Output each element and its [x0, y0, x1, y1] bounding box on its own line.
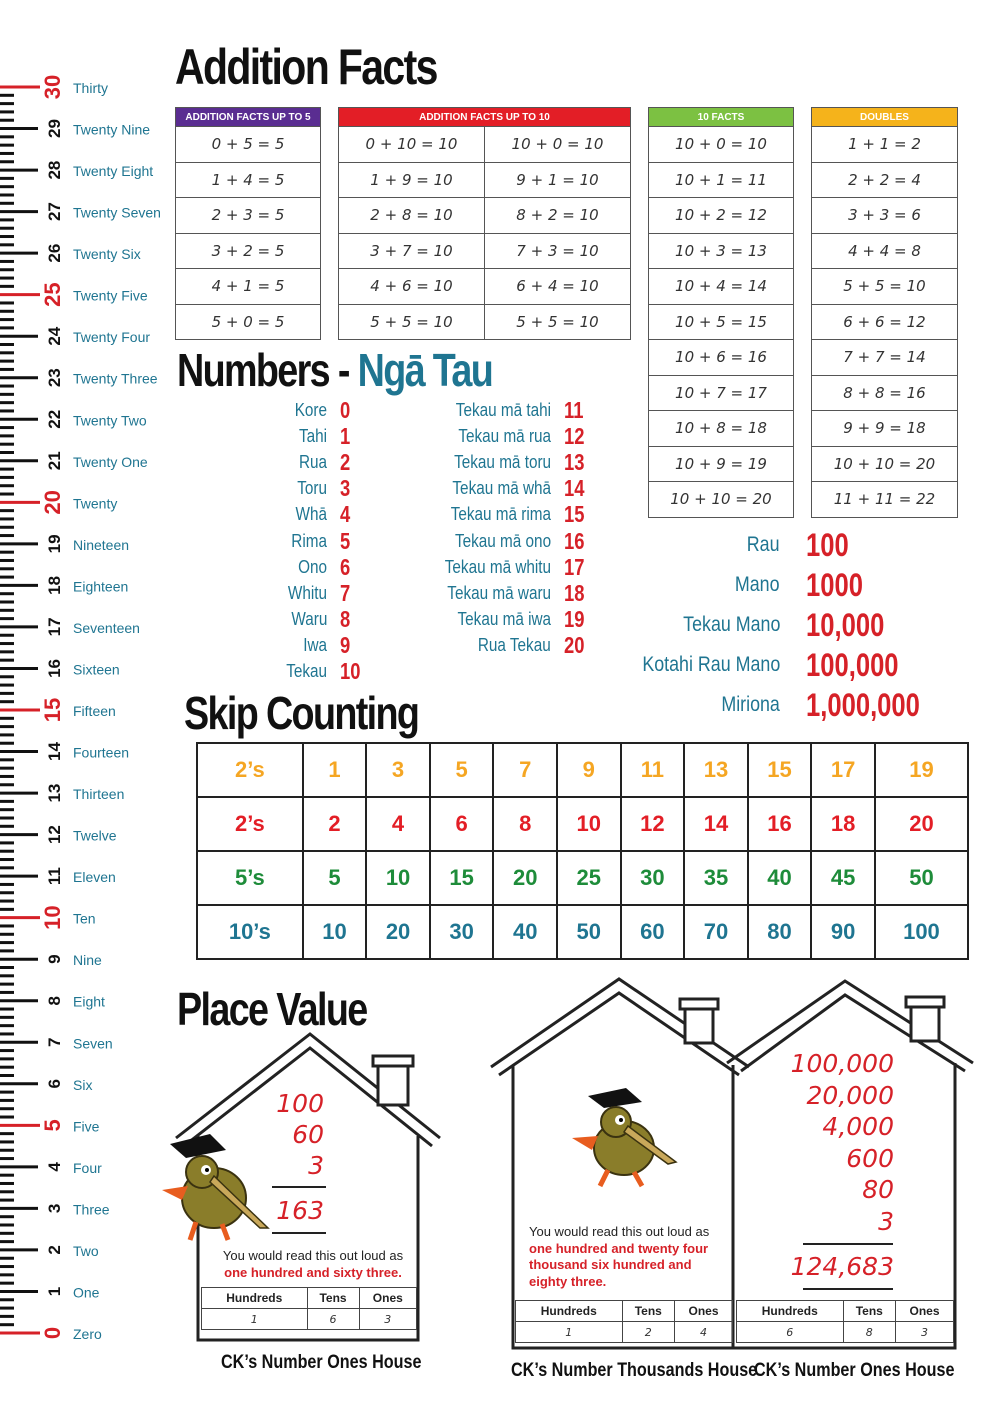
skip-value: 16: [748, 797, 812, 851]
number-digit: 20: [564, 631, 585, 658]
fact-cell: 2 + 3 = 5: [176, 198, 321, 234]
table-header: ADDITION FACTS UP TO 10: [339, 108, 631, 127]
ruler-word: Twenty Five: [73, 287, 148, 304]
addend: 4,000: [822, 1112, 894, 1141]
addend: 60: [292, 1120, 324, 1149]
skip-value: 19: [875, 743, 968, 797]
fact-cell: 10 + 2 = 12: [649, 198, 794, 234]
ruler-number: 21: [45, 451, 64, 471]
ruler-number: 11: [45, 867, 64, 886]
ruler-number: 9: [45, 954, 64, 964]
number-digit: 13: [564, 449, 585, 476]
maori-number-word: Mano: [735, 573, 780, 596]
numbers-title-english: Numbers -: [177, 344, 349, 396]
ruler-word: Twenty: [73, 495, 118, 512]
skip-value: 5: [303, 851, 367, 905]
ruler-word: Twenty Seven: [73, 204, 161, 221]
ruler-number: 1: [45, 1286, 64, 1297]
fact-cell: 10 + 10 = 20: [649, 482, 794, 518]
skip-value: 40: [493, 905, 557, 959]
number-digit: 15: [564, 501, 585, 528]
maori-number-word: Ono: [298, 556, 327, 577]
fact-cell: 2 + 8 = 10: [339, 198, 485, 234]
number-digit: 6: [340, 553, 351, 580]
maori-number-word: Iwa: [303, 634, 327, 655]
ruler-number: 3: [45, 1203, 64, 1214]
fact-cell: 7 + 3 = 10: [485, 233, 631, 269]
fact-cell: 10 + 7 = 17: [649, 375, 794, 411]
maori-number-word: Tekau mā whā: [452, 478, 551, 499]
number-digit: 3: [340, 475, 351, 502]
ruler-word: Eighteen: [73, 578, 129, 595]
ruler-word: Six: [73, 1076, 93, 1093]
fact-cell: 2 + 2 = 4: [812, 162, 958, 198]
maori-number-word: Whā: [295, 504, 327, 525]
ruler-word: Five: [73, 1118, 100, 1135]
ruler-word: Sixteen: [73, 661, 120, 678]
ruler-word: Thirteen: [73, 786, 125, 803]
ones-house-caption: CK’s Number Ones House: [221, 1352, 422, 1373]
maori-number-word: Tekau mā waru: [447, 582, 551, 603]
number-digit: 100,000: [806, 647, 899, 683]
fact-cell: 9 + 1 = 10: [485, 162, 631, 198]
ruler-number: 5: [40, 1119, 65, 1132]
fact-cell: 10 + 5 = 15: [649, 304, 794, 340]
ruler-word: Twenty Six: [73, 246, 141, 263]
sum-line: [803, 1288, 893, 1290]
fact-cell: 5 + 5 = 10: [812, 269, 958, 305]
maori-number-word: Tekau mā rua: [458, 426, 551, 447]
skip-value: 10: [366, 851, 430, 905]
ruler-word: Eight: [73, 993, 105, 1010]
ruler-number: 6: [45, 1079, 64, 1089]
thousands-house-reading: You would read this out loud as one hundred and twenty four thousand six hundred and eighty three.: [529, 1224, 710, 1289]
skip-value: 15: [430, 851, 494, 905]
maori-number-word: Tahi: [298, 426, 327, 447]
addend: 20,000: [806, 1080, 894, 1110]
skip-value: 15: [748, 743, 812, 797]
ruler-word: Twenty Two: [73, 412, 147, 429]
addition-facts-up-to-5-table: [175, 107, 321, 340]
ruler-number: 23: [45, 368, 64, 388]
kiwi-graduate-icon: [568, 1082, 678, 1190]
ruler-number: 17: [45, 617, 64, 637]
ruler-word: One: [73, 1284, 100, 1301]
ruler-number: 13: [45, 783, 64, 803]
skip-value: 6: [430, 797, 494, 851]
ruler-word: Eleven: [73, 869, 116, 886]
fact-cell: 9 + 9 = 18: [812, 411, 958, 447]
fact-cell: 1 + 1 = 2: [812, 127, 958, 163]
addend: 100: [276, 1089, 324, 1118]
fact-cell: 10 + 4 = 14: [649, 269, 794, 305]
number-digit: 10: [340, 658, 361, 684]
fact-cell: 8 + 2 = 10: [485, 198, 631, 234]
number-digit: 11: [564, 397, 584, 423]
ones-house-2-addends: [790, 1048, 894, 1237]
ruler-number: 16: [45, 659, 64, 678]
numbers-title-maori: Ngā Tau: [357, 344, 493, 396]
maori-number-word: Miriona: [721, 693, 780, 716]
ones-house-addends: [250, 1088, 324, 1181]
skip-value: 14: [684, 797, 748, 851]
ruler-word: Fifteen: [73, 703, 116, 719]
ruler-number: 12: [45, 825, 64, 845]
number-digit: 0: [340, 397, 351, 423]
number-digit: 19: [564, 605, 585, 632]
number-digit: 8: [340, 605, 351, 632]
skip-value: 4: [366, 797, 430, 851]
skip-value: 80: [748, 905, 812, 959]
fact-cell: 5 + 5 = 10: [485, 304, 631, 340]
ruler-number: 19: [45, 534, 64, 554]
skip-counting-table: [196, 742, 969, 960]
fact-cell: 7 + 7 = 14: [812, 340, 958, 376]
fact-cell: 0 + 10 = 10: [339, 127, 485, 163]
ruler-number: 14: [45, 742, 64, 761]
ones-house-place-table: Hundreds Tens Ones 1 6 3: [201, 1287, 417, 1330]
ruler-word: Twenty Nine: [73, 121, 151, 138]
doubles-table: [811, 107, 958, 518]
number-digit: 17: [564, 553, 585, 580]
skip-value: 60: [621, 905, 685, 959]
skip-value: 3: [366, 743, 430, 797]
fact-cell: 1 + 9 = 10: [339, 162, 485, 198]
maori-number-word: Tekau mā ono: [454, 530, 551, 551]
skip-value: 70: [684, 905, 748, 959]
skip-value: 45: [811, 851, 875, 905]
maori-number-word: Tekau Mano: [682, 613, 780, 636]
numbers-title: [177, 343, 492, 397]
fact-cell: 8 + 8 = 16: [812, 375, 958, 411]
skip-value: 8: [493, 797, 557, 851]
maori-number-word: Kotahi Rau Mano: [642, 653, 780, 676]
fact-cell: 4 + 6 = 10: [339, 269, 485, 305]
ruler-word: Twelve: [73, 827, 117, 844]
ruler-number: 25: [40, 282, 65, 307]
number-digit: 14: [564, 475, 585, 502]
skip-row-label: 10’s: [197, 905, 303, 959]
ruler-word: Thirty: [73, 80, 108, 96]
addend: 600: [846, 1143, 894, 1173]
fact-cell: 10 + 3 = 13: [649, 233, 794, 269]
skip-value: 17: [811, 743, 875, 797]
ruler-word: Seven: [73, 1035, 113, 1052]
fact-cell: 5 + 5 = 10: [339, 304, 485, 340]
ruler-number: 10: [40, 905, 65, 930]
skip-row-label: 2’s: [197, 797, 303, 851]
ruler-number: 26: [45, 243, 64, 263]
skip-value: 100: [875, 905, 968, 959]
addition-facts-title: Addition Facts: [175, 39, 437, 95]
ruler-word: Ten: [73, 910, 96, 927]
maori-number-word: Tekau: [286, 661, 327, 681]
ruler-word: Fourteen: [73, 744, 130, 761]
skip-value: 20: [875, 797, 968, 851]
skip-value: 10: [303, 905, 367, 959]
skip-value: 10: [557, 797, 621, 851]
number-digit: 10,000: [806, 607, 885, 643]
fact-cell: 6 + 4 = 10: [485, 269, 631, 305]
fact-cell: 10 + 0 = 10: [649, 127, 794, 163]
fact-cell: 1 + 4 = 5: [176, 162, 321, 198]
table-header: 10 FACTS: [649, 108, 794, 127]
ruler-number: 2: [45, 1245, 64, 1255]
ones-house-2-caption: CK’s Number Ones House: [754, 1360, 955, 1381]
skip-value: 9: [557, 743, 621, 797]
skip-value: 20: [366, 905, 430, 959]
ten-facts-table: [648, 107, 794, 518]
fact-cell: 10 + 0 = 10: [485, 127, 631, 163]
ruler-number: 8: [45, 995, 64, 1006]
addition-facts-up-to-10-table: [338, 107, 631, 340]
ruler-number: 27: [45, 202, 64, 222]
table-header: DOUBLES: [812, 108, 958, 127]
skip-value: 35: [684, 851, 748, 905]
fact-cell: 0 + 5 = 5: [176, 127, 321, 163]
number-digit: 9: [340, 631, 351, 658]
ruler-number: 15: [40, 697, 65, 723]
fact-cell: 3 + 3 = 6: [812, 198, 958, 234]
ruler-word: Twenty Eight: [73, 163, 154, 180]
sum-line: [272, 1186, 326, 1188]
table-header: ADDITION FACTS UP TO 5: [176, 108, 321, 127]
ruler-number: 24: [45, 326, 64, 346]
maori-number-word: Tekau mā rima: [450, 504, 551, 525]
number-digit: 1000: [806, 567, 863, 603]
sum-line: [272, 1232, 326, 1234]
number-digit: 100: [806, 527, 849, 563]
number-digit: 12: [564, 423, 585, 450]
fact-cell: 10 + 6 = 16: [649, 340, 794, 376]
ruler-number: 29: [45, 119, 64, 138]
ones-house-2-place-table: Hundreds Tens Ones 6 8 3: [736, 1300, 954, 1343]
fact-cell: 4 + 1 = 5: [176, 269, 321, 305]
maori-number-word: Tekau mā iwa: [457, 608, 551, 629]
maori-number-word: Rima: [291, 530, 327, 551]
skip-value: 13: [684, 743, 748, 797]
ruler-number: 20: [40, 490, 65, 515]
skip-value: 50: [875, 851, 968, 905]
addend: 3: [308, 1151, 324, 1180]
ruler-word: Twenty Three: [73, 370, 158, 387]
ruler-word: Four: [73, 1159, 102, 1176]
skip-value: 25: [557, 851, 621, 905]
skip-value: 11: [621, 743, 685, 797]
skip-row-label: 5’s: [197, 851, 303, 905]
ruler-number: 0: [40, 1326, 65, 1340]
number-digit: 16: [564, 527, 585, 554]
maori-number-word: Tekau mā tahi: [455, 400, 551, 420]
skip-value: 20: [493, 851, 557, 905]
fact-cell: 3 + 2 = 5: [176, 233, 321, 269]
addend: 100,000: [790, 1049, 894, 1078]
ruler-number: 7: [45, 1037, 64, 1048]
maori-number-word: Toru: [297, 478, 327, 499]
ones-house-2-total: 124,683: [790, 1252, 894, 1281]
maori-number-word: Rau: [747, 533, 780, 556]
number-digit: 4: [340, 501, 351, 528]
fact-cell: 11 + 11 = 22: [812, 482, 958, 518]
ruler-number: 22: [45, 409, 64, 429]
maori-number-word: Waru: [291, 608, 327, 629]
ruler-word: Nineteen: [73, 536, 130, 553]
fact-cell: 10 + 1 = 11: [649, 162, 794, 198]
number-digit: 18: [564, 579, 585, 606]
ruler-number: 30: [40, 74, 65, 100]
number-digit: 7: [340, 579, 351, 606]
number-ruler: [0, 0, 170, 1417]
ruler-word: Zero: [73, 1326, 102, 1342]
fact-cell: 3 + 7 = 10: [339, 233, 485, 269]
maori-number-word: Tekau mā toru: [454, 452, 551, 473]
fact-cell: 10 + 8 = 18: [649, 411, 794, 447]
fact-cell: 10 + 9 = 19: [649, 446, 794, 482]
skip-value: 90: [811, 905, 875, 959]
number-digit: 1: [340, 423, 351, 450]
ruler-number: 18: [45, 575, 64, 595]
skip-value: 1: [303, 743, 367, 797]
place-value-title: Place Value: [177, 983, 367, 1035]
skip-value: 40: [748, 851, 812, 905]
number-digit: 2: [340, 449, 351, 476]
number-digit: 5: [340, 527, 351, 554]
fact-cell: 4 + 4 = 8: [812, 233, 958, 269]
ruler-word: Twenty Four: [73, 329, 151, 346]
ruler-word: Nine: [73, 952, 102, 969]
ruler-number: 4: [45, 1162, 64, 1172]
skip-value: 7: [493, 743, 557, 797]
maori-number-word: Rua Tekau: [478, 634, 551, 655]
number-digit: 1,000,000: [806, 687, 920, 723]
skip-value: 30: [621, 851, 685, 905]
ruler-word: Twenty One: [73, 453, 148, 470]
sum-line: [803, 1243, 893, 1245]
ruler-word: Seventeen: [73, 619, 140, 636]
ruler-number: 28: [45, 160, 64, 180]
maori-number-word: Kore: [294, 400, 327, 420]
skip-value: 2: [303, 797, 367, 851]
thousands-house-place-table: Hundreds Tens Ones 1 2 4: [515, 1300, 733, 1343]
maori-number-word: Rua: [298, 452, 327, 473]
fact-cell: 10 + 10 = 20: [812, 446, 958, 482]
skip-value: 5: [430, 743, 494, 797]
thousands-house-caption: CK’s Number Thousands House: [511, 1360, 758, 1381]
ruler-word: Two: [73, 1242, 99, 1259]
skip-value: 30: [430, 905, 494, 959]
ruler-word: Three: [73, 1201, 110, 1218]
skip-value: 50: [557, 905, 621, 959]
skip-value: 18: [811, 797, 875, 851]
maori-number-word: Whitu: [287, 582, 327, 603]
maori-number-word: Tekau mā whitu: [444, 556, 551, 577]
fact-cell: 6 + 6 = 12: [812, 304, 958, 340]
skip-counting-title: Skip Counting: [184, 687, 419, 739]
addend: 80: [862, 1175, 894, 1204]
ones-house-reading: You would read this out loud as one hundred and sixty three.: [222, 1248, 404, 1280]
ones-house-total: 163: [276, 1196, 324, 1225]
fact-cell: 5 + 0 = 5: [176, 304, 321, 340]
skip-row-label: 2’s: [197, 743, 303, 797]
skip-value: 12: [621, 797, 685, 851]
addend: 3: [878, 1206, 894, 1236]
